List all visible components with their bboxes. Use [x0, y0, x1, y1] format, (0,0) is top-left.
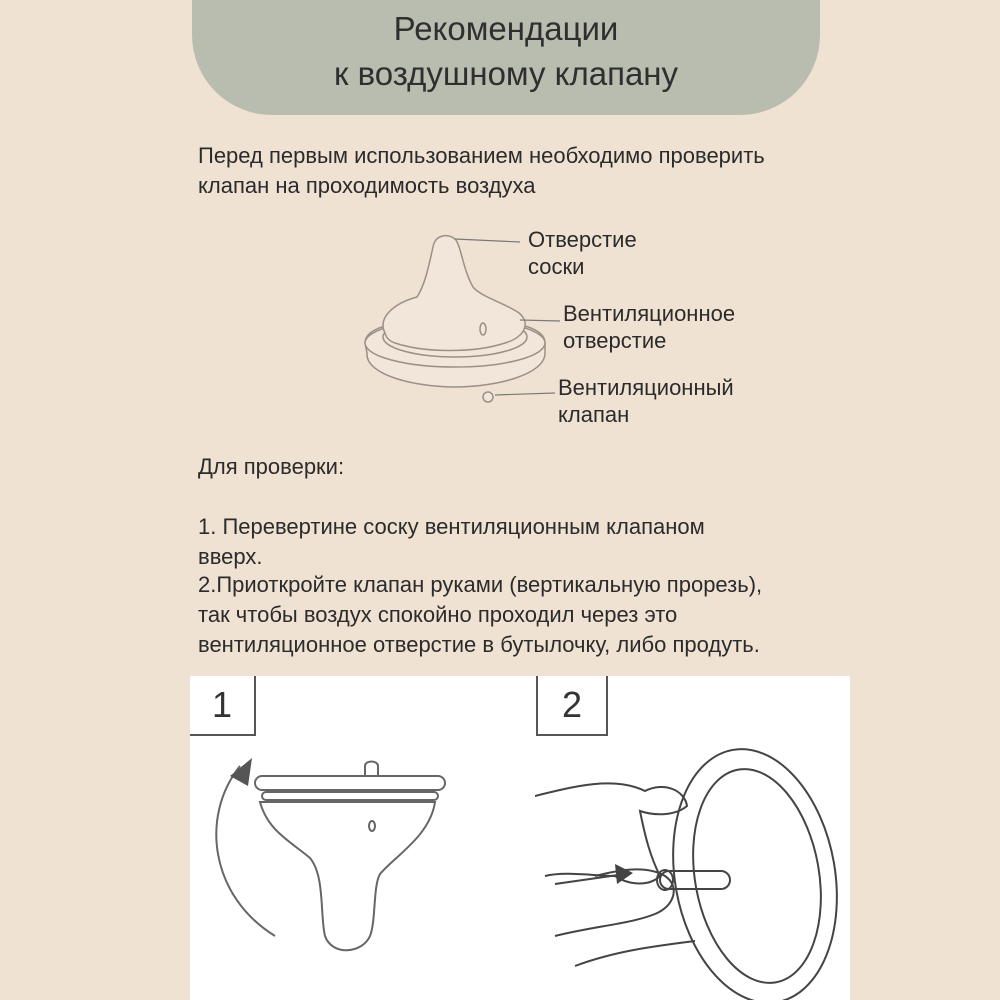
hand	[535, 783, 687, 883]
check-line: вверх.	[198, 544, 263, 569]
flange	[255, 776, 445, 790]
check-line: так чтобы воздух спокойно проходил через это	[198, 602, 678, 627]
nipple-body	[260, 802, 435, 950]
page-title-line1: Рекомендации	[393, 10, 619, 47]
step-1-illustration	[190, 746, 490, 996]
check-line: вентиляционное отверстие в бутылочку, либо продуть.	[198, 632, 760, 657]
page-title-line2: к воздушному клапану	[333, 55, 679, 92]
vent-hole-mark	[480, 323, 486, 335]
illustration-panel	[190, 676, 850, 1000]
valve-mark	[483, 392, 493, 402]
header-banner	[192, 0, 820, 115]
nipple-dome	[383, 236, 525, 351]
label-vent-valve-1: Вентиляционный	[558, 375, 734, 400]
label-nipple-hole-1: Отверстие	[528, 227, 637, 252]
intro-line1: Перед первым использованием необходимо проверить	[198, 143, 765, 168]
check-heading: Для проверки:	[198, 454, 345, 479]
ring-outer	[654, 736, 850, 1000]
step-2-illustration	[535, 736, 850, 1000]
intro-line2: клапан на проходимость воздуха	[198, 173, 536, 198]
step-2-badge: 2	[536, 676, 608, 736]
check-line: 1. Перевертине соску вентиляционным клапаном	[198, 514, 705, 539]
label-nipple-hole-2: соски	[528, 254, 585, 279]
check-line: 2.Приоткройте клапан руками (вертикальную прорезь),	[198, 572, 763, 597]
label-vent-hole-1: Вентиляционное	[563, 301, 736, 326]
arrow-head-icon	[230, 758, 252, 786]
label-vent-hole-2: отверстие	[563, 328, 667, 353]
label-vent-valve-2: клапан	[558, 402, 630, 427]
step-1-badge: 1	[190, 676, 256, 736]
